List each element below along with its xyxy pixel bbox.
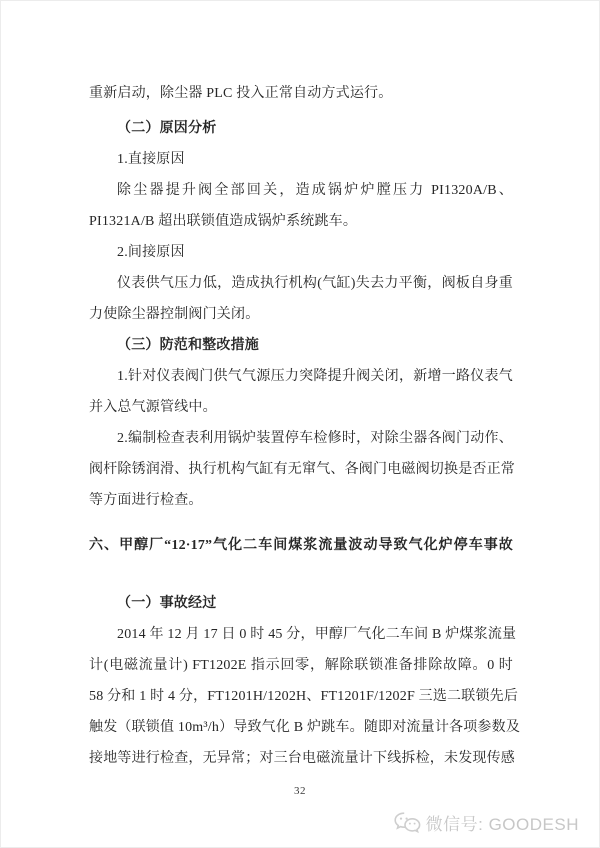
- paragraph-line: 阀杆除锈润滑、执行机构气缸有无窜气、各阀门电磁阀切换是否正常: [89, 462, 515, 477]
- paragraph-line: 接地等进行检查，无异常；对三台电磁流量计下线拆检，未发现传感: [89, 751, 515, 766]
- wechat-watermark: [394, 810, 579, 835]
- paragraph-line: 2.编制检查表利用锅炉装置停车检修时，对除尘器各阀门动作、: [117, 431, 513, 446]
- heading-incident-six: 六、甲醇厂“12·17”气化二车间煤浆流量波动导致气化炉停车事故: [89, 538, 513, 553]
- paragraph-line: 58 分和 1 时 4 分，FT1201H/1202H、FT1201F/1202F 三选二联锁先后: [89, 689, 519, 704]
- paragraph-line: 重新启动，除尘器 PLC 投入正常自动方式运行。: [89, 86, 393, 101]
- wechat-icon: [394, 812, 421, 834]
- document-body: [89, 78, 521, 774]
- paragraph-line: 计(电磁流量计) FT1202E 指示回零，解除联锁准备排除故障。0 时: [89, 658, 513, 673]
- watermark-label: 微信号: GOODESH: [425, 815, 579, 834]
- heading-cause-analysis: （二）原因分析: [117, 121, 217, 136]
- line-indirect-cause: 2.间接原因: [117, 245, 185, 260]
- paragraph-line: PI1321A/B 超出联锁值造成锅炉系统跳车。: [89, 214, 358, 229]
- paragraph-line: 等方面进行检查。: [89, 493, 203, 508]
- paragraph-line: 2014 年 12 月 17 日 0 时 45 分，甲醇厂气化二车间 B 炉煤浆流量: [117, 627, 517, 642]
- paragraph-line: 1.针对仪表阀门供气气源压力突降提升阀关闭，新增一路仪表气: [117, 369, 513, 384]
- heading-incident-course: （一）事故经过: [117, 596, 217, 611]
- paragraph-line: 并入总气源管线中。: [89, 400, 217, 415]
- paragraph-line: 触发（联锁值 10m³/h）导致气化 B 炉跳车。随即对流量计各项参数及: [89, 720, 521, 735]
- paragraph-line: 仪表供气压力低，造成执行机构(气缸)失去力平衡，阀板自身重: [117, 276, 513, 291]
- page-number: 32: [294, 785, 306, 797]
- line-direct-cause: 1.直接原因: [117, 152, 185, 167]
- paragraph-line: 力使除尘器控制阀门关闭。: [89, 307, 260, 322]
- paragraph-line: 除尘器提升阀全部回关，造成锅炉炉膛压力 PI1320A/B、: [117, 183, 513, 198]
- heading-prevention-measures: （三）防范和整改措施: [117, 338, 259, 353]
